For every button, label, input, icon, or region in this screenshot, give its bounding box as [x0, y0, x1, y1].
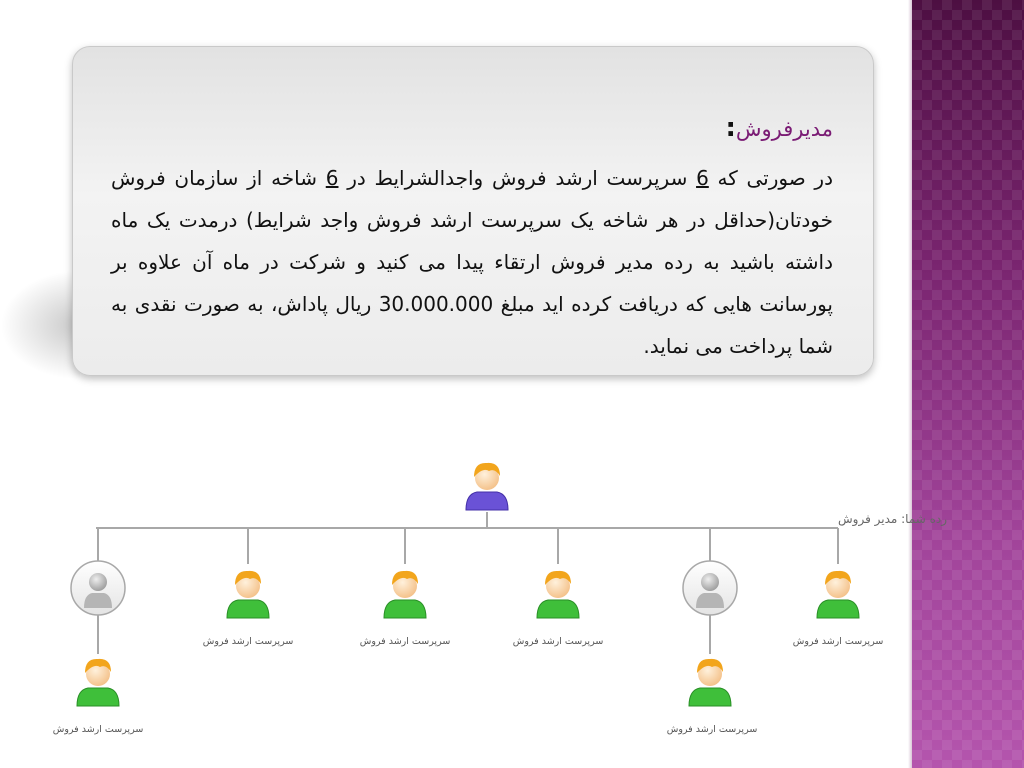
- para-part-3: شاخه از سازمان فروش خودتان(حداقل در هر شاخه یک سرپرست ارشد فروش واجد شرایط) درمدت یک ماه داشته باشید به رده مدیر فروش ارتقاء پیدا می کنید و شرکت در ماه آن علاوه بر پورسانت هایی که دریافت کرده اید مبلغ 30.000.000 ریال پاداش، به صورت نقدی به شما پرداخت می نماید.: [111, 166, 833, 358]
- senior-node-3: [537, 571, 579, 618]
- decorative-shadow: [0, 270, 80, 380]
- para-number-1: 6: [696, 166, 709, 190]
- description-paragraph: [111, 157, 833, 367]
- title-text: مدیرفروش: [735, 117, 833, 141]
- senior-node-5-label: سرپرست ارشد فروش: [52, 724, 144, 735]
- org-chart: [0, 440, 948, 760]
- para-part-1: در صورتی که: [708, 166, 833, 190]
- decorative-sidebar: [912, 0, 1024, 768]
- page-title: [725, 113, 833, 143]
- empty-node-2: [683, 561, 737, 615]
- senior-node-6: [689, 659, 731, 706]
- senior-node-4: [817, 571, 859, 618]
- title-colon: :: [725, 113, 736, 143]
- sidebar-edge: [908, 0, 912, 768]
- para-number-2: 6: [325, 166, 339, 190]
- top-node-sales-manager: [466, 463, 508, 510]
- rank-label: رده شما: مدیر فروش: [838, 512, 948, 526]
- senior-node-6-label: سرپرست ارشد فروش: [666, 724, 758, 735]
- senior-node-1-label: سرپرست ارشد فروش: [202, 636, 294, 647]
- senior-node-2-label: سرپرست ارشد فروش: [359, 636, 451, 647]
- senior-node-5: [77, 659, 119, 706]
- para-part-2: سرپرست ارشد فروش واجدالشرایط در: [338, 166, 697, 190]
- senior-node-1: [227, 571, 269, 618]
- content-box: [72, 46, 874, 376]
- senior-node-4-label: سرپرست ارشد فروش: [792, 636, 884, 647]
- top-node-body: [466, 492, 508, 510]
- senior-node-3-label: سرپرست ارشد فروش: [512, 636, 604, 647]
- senior-node-2: [384, 571, 426, 618]
- empty-node-1: [71, 561, 125, 615]
